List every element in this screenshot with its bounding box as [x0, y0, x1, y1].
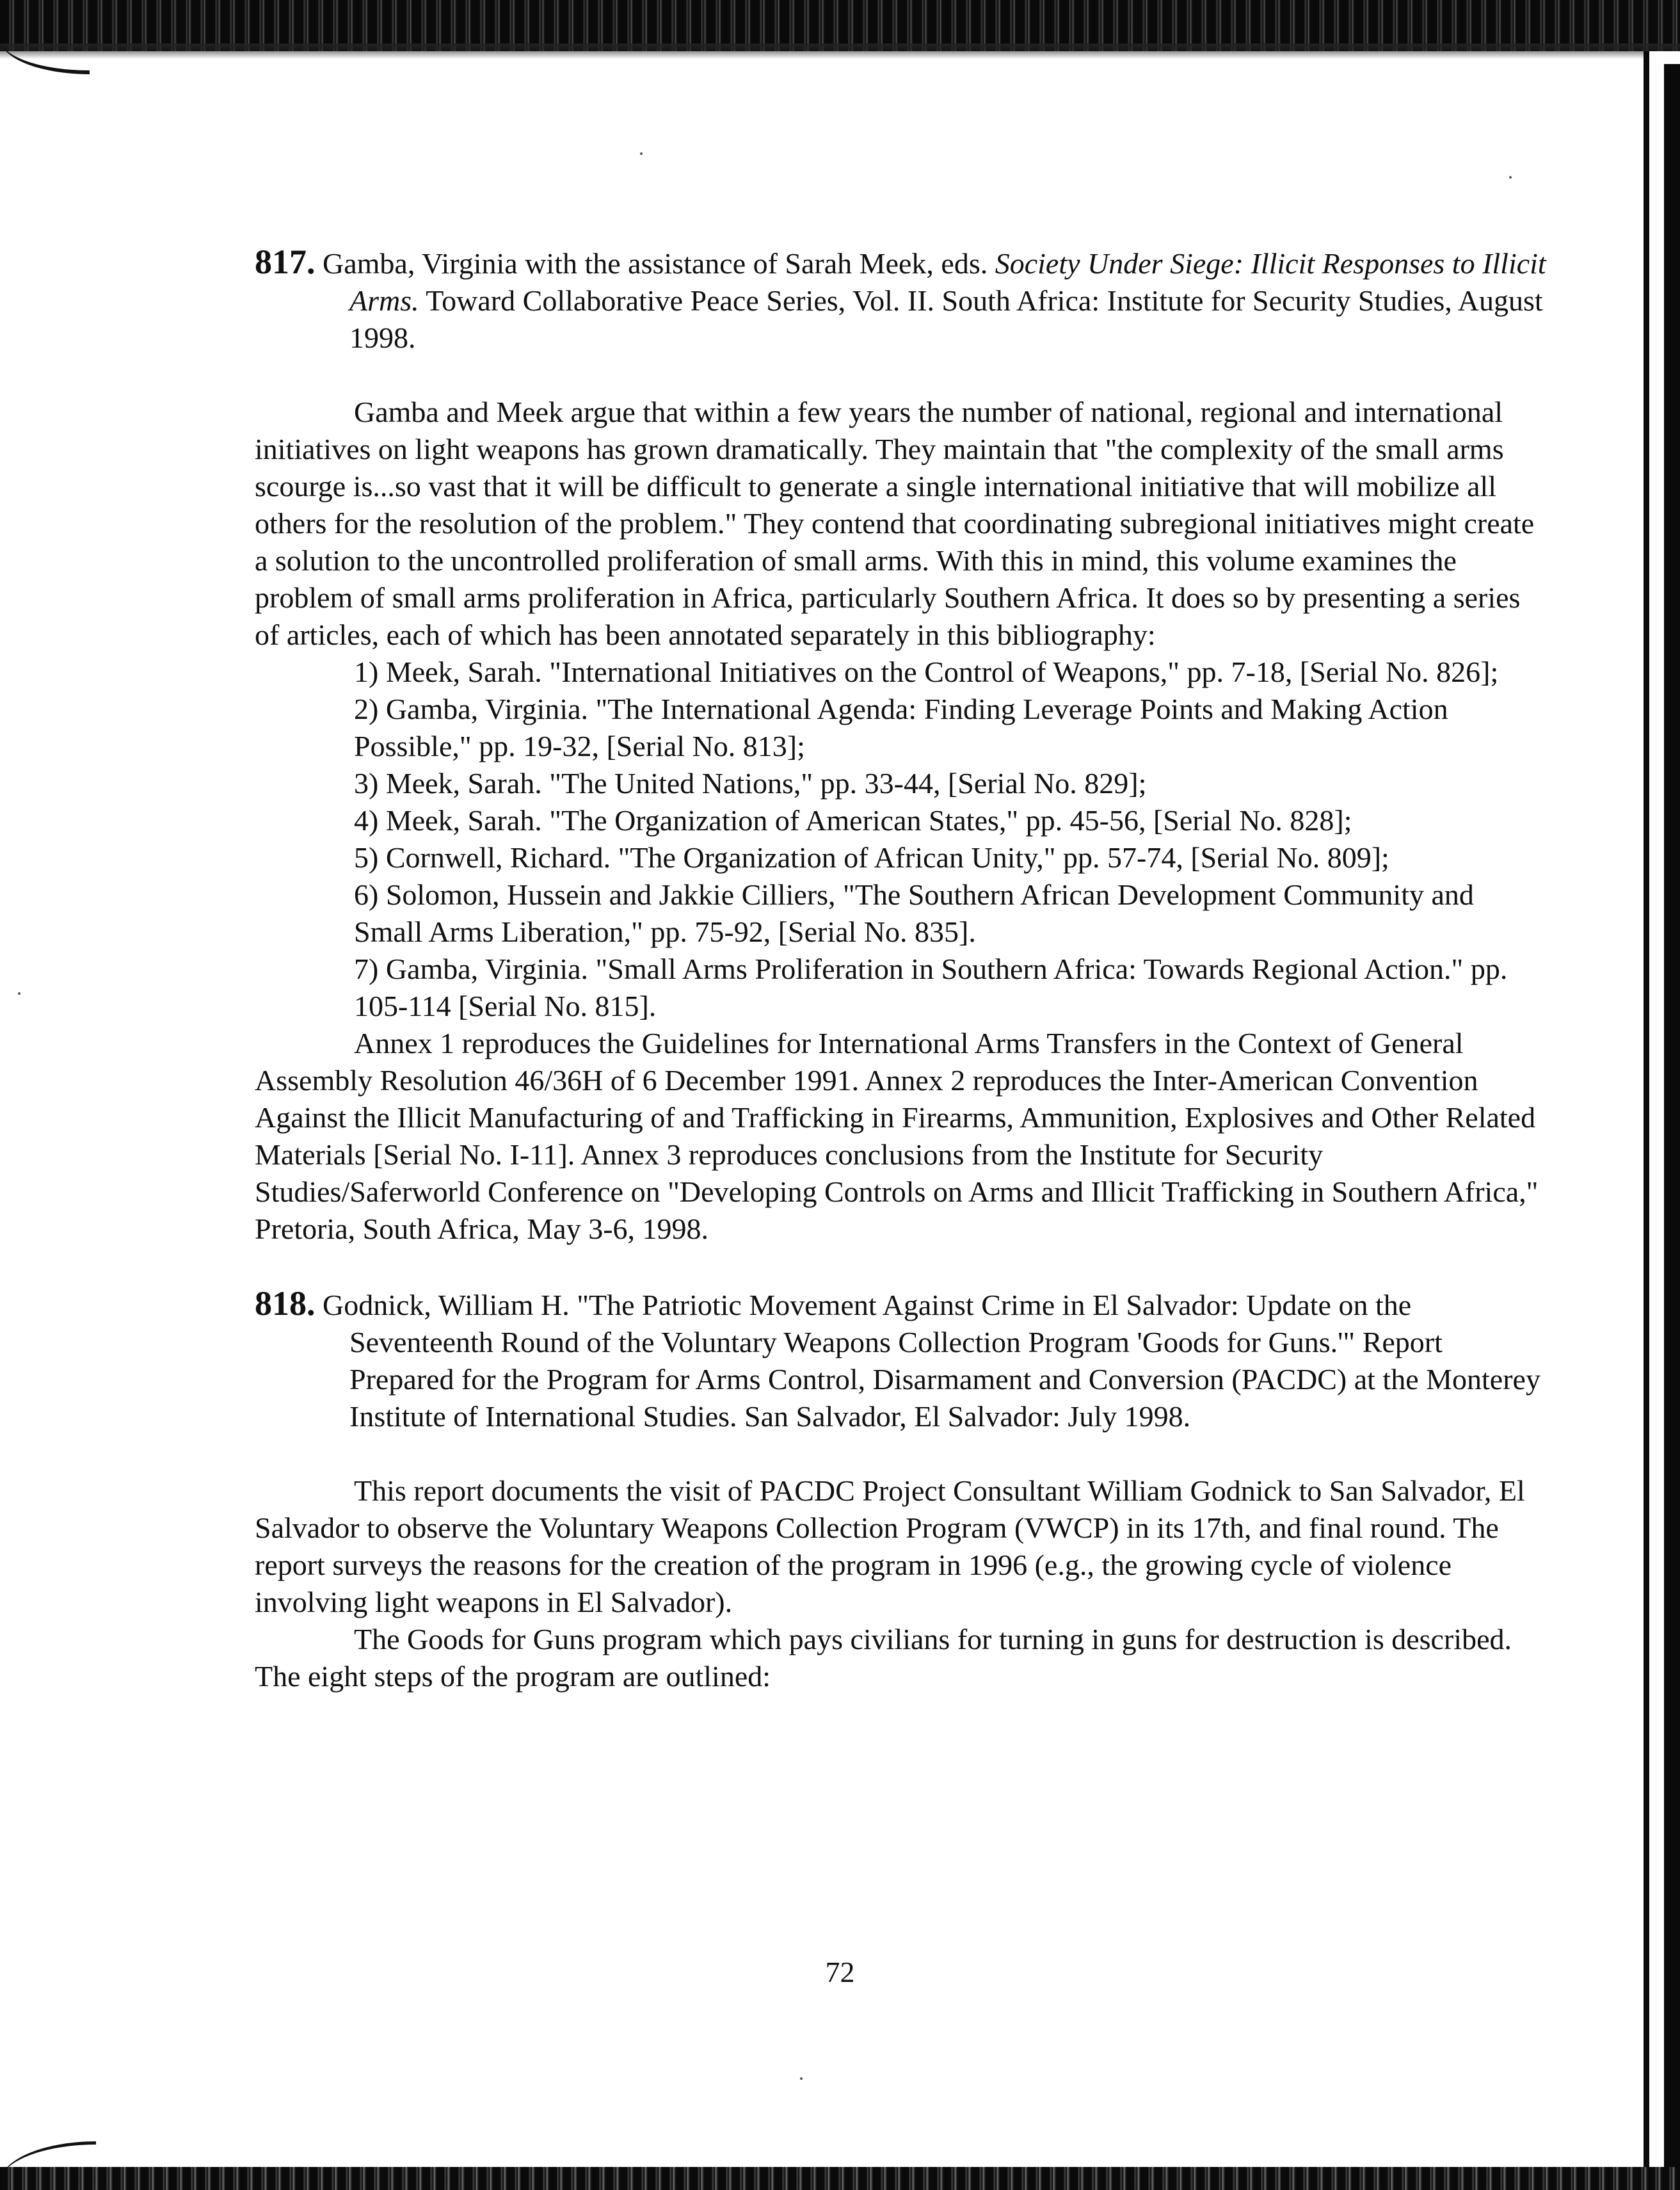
citation-text: Godnick, William H. "The Patriotic Movement Against Crime in El Salvador: Update on the Seventeenth Round of the Voluntary Weapons Collection Program 'Goods for Guns.'" Report Prepared for the Program for Arms Control, Disarmament and Conversion (PACDC) at the Monterey Institute of International Studies. San Salvador, El Salvador: July 1998.	[315, 1289, 1540, 1433]
entry-annotation: This report documents the visit of PACDC Project Consultant William Godnick to San Salvador, El Salvador to observe the Voluntary Weapons Collection Program (VWCP) in its 17th, and final round. The report surveys the reasons for the creation of the program in 1996 (e.g., the growing cycle of violence involving light weapons in El Salvador).	[255, 1474, 1525, 1618]
list-item: 6) Solomon, Hussein and Jakkie Cilliers, "The Southern African Development Community and Small Arms Liberation," pp. 75-92, [Serial No. 835].	[354, 878, 1474, 948]
scan-bottom-edge	[0, 2167, 1680, 2190]
scan-speck	[800, 2077, 803, 2080]
article-list	[255, 654, 1548, 1025]
scan-top-shadow	[0, 44, 1680, 59]
list-item: 1) Meek, Sarah. "International Initiatives on the Control of Weapons," pp. 7-18, [Serial No. 826];	[354, 656, 1499, 688]
bibliography-entry-817	[255, 243, 1548, 1248]
citation-publisher: Toward Collaborative Peace Series, Vol. II. South Africa: Institute for Security Studies, August 1998.	[349, 284, 1543, 354]
annex-description: Annex 1 reproduces the Guidelines for International Arms Transfers in the Context of General Assembly Resolution 46/36H of 6 December 1991. Annex 2 reproduces the Inter-American Convention Against the Illicit Manufacturing of and Trafficking in Firearms, Ammunition, Explosives and Other Related Materials [Serial No. I-11]. Annex 3 reproduces conclusions from the Institute for Security Studies/Saferworld Conference on "Developing Controls on Arms and Illicit Trafficking in Southern Africa," Pretoria, South Africa, May 3-6, 1998.	[255, 1027, 1539, 1245]
scan-speck	[640, 152, 643, 155]
entry-citation	[255, 243, 1548, 357]
list-item: 5) Cornwell, Richard. "The Organization of African Unity," pp. 57-74, [Serial No. 809];	[354, 841, 1389, 874]
scan-speck	[18, 992, 20, 995]
entry-citation	[255, 1285, 1548, 1435]
document-body	[255, 243, 1548, 1695]
list-item: 2) Gamba, Virginia. "The International Agenda: Finding Leverage Points and Making Action Possible," pp. 19-32, [Serial No. 813];	[354, 693, 1448, 762]
scan-right-edge	[1664, 64, 1680, 2167]
scan-speck	[1509, 176, 1512, 179]
entry-number: 817.	[255, 243, 316, 281]
list-item: 7) Gamba, Virginia. "Small Arms Proliferation in Southern Africa: Towards Regional Action." pp. 105-114 [Serial No. 815].	[354, 953, 1508, 1022]
scan-page-curl	[0, 38, 90, 74]
list-item: 4) Meek, Sarah. "The Organization of American States," pp. 45-56, [Serial No. 828];	[354, 804, 1352, 837]
entry-annotation: Gamba and Meek argue that within a few years the number of national, regional and international initiatives on light weapons has grown dramatically. They maintain that "the complexity of the small arms scourge is...so vast that it will be difficult to generate a single international initiative that will mobilize all others for the resolution of the problem." They contend that coordinating subregional initiatives might create a solution to the uncontrolled proliferation of small arms. With this in mind, this volume examines the problem of small arms proliferation in Africa, particularly Southern Africa. It does so by presenting a series of articles, each of which has been annotated separately in this bibliography:	[255, 396, 1535, 651]
page-number: 72	[825, 1956, 855, 1988]
bibliography-entry-818	[255, 1285, 1548, 1695]
entry-annotation: The Goods for Guns program which pays civilians for turning in guns for destruction is described. The eight steps of the program are outlined:	[255, 1623, 1512, 1693]
entry-number: 818.	[255, 1284, 316, 1323]
citation-authors: Gamba, Virginia with the assistance of Sarah Meek, eds.	[315, 247, 995, 280]
list-item: 3) Meek, Sarah. "The United Nations," pp. 33-44, [Serial No. 829];	[354, 767, 1147, 800]
citation-title: Society Under Siege: Illicit Responses to Illicit Arms.	[349, 247, 1546, 317]
